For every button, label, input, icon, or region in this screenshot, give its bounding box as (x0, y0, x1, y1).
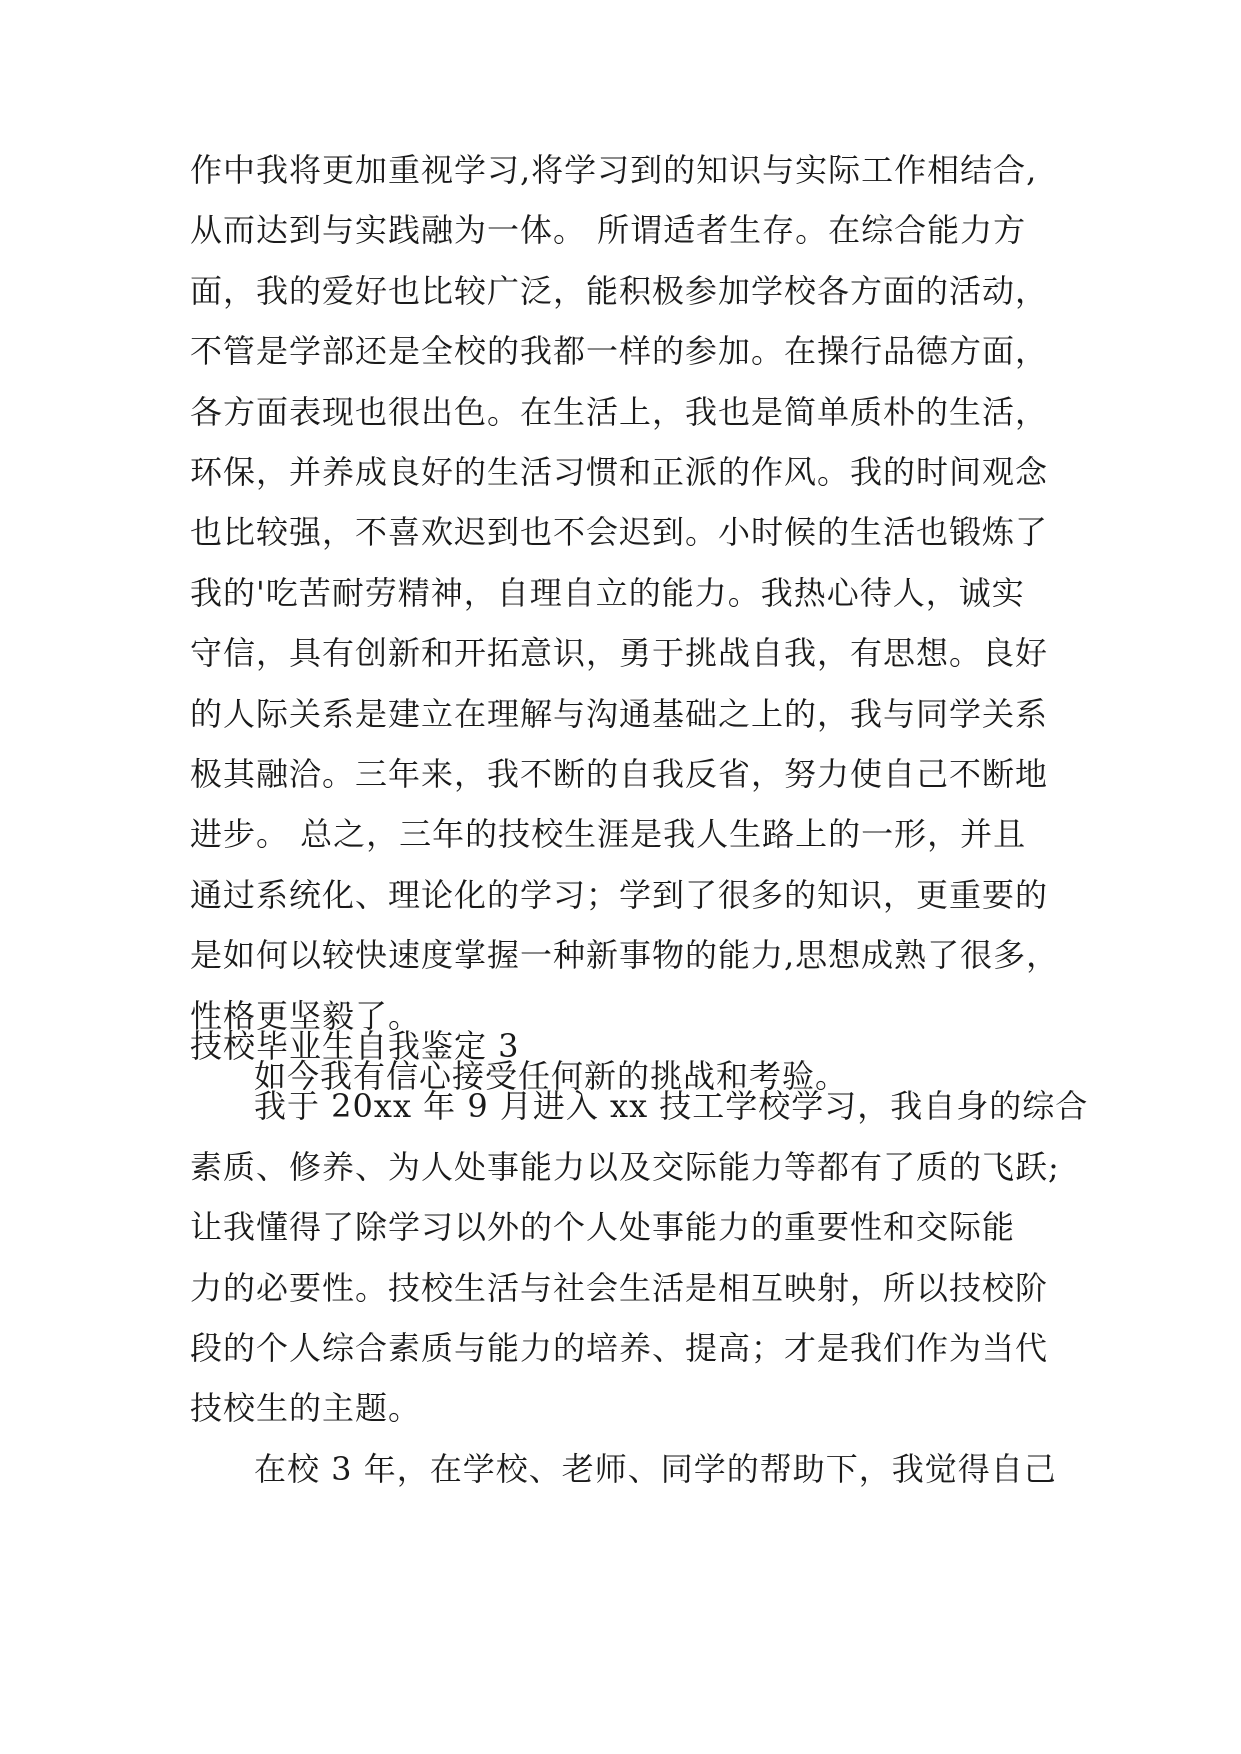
text-line: 我于 20xx 年 9 月进入 xx 技工学校学习，我自身的综合 (254, 1087, 1089, 1126)
closing-sentence: 如今我有信心接受任何新的挑战和考验。 (254, 1057, 849, 1096)
text-line: 作中我将更加重视学习,将学习到的知识与实际工作相结合, (190, 151, 1038, 189)
text-line: 的人际关系是建立在理解与沟通基础之上的，我与同学关系 (190, 694, 1049, 733)
text-line: 性格更坚毅了。 (190, 996, 422, 1035)
text-line: 也比较强，不喜欢迟到也不会迟到。小时候的生活也锻炼了 (190, 513, 1049, 552)
text-line: 让我懂得了除学习以外的个人处事能力的重要性和交际能 (190, 1208, 1016, 1247)
text-line: 进步。 总之，三年的技校生涯是我人生路上的一形，并且 (190, 815, 1027, 854)
text-line: 不管是学部还是全校的我都一样的参加。在操行品德方面， (190, 332, 1049, 371)
document-body-lower (190, 1016, 1089, 1499)
text-line: 我的'吃苦耐劳精神，自理自立的能力。我热心待人，诚实 (190, 573, 1025, 612)
text-line: 力的必要性。技校生活与社会生活是相互映射，所以技校阶 (190, 1268, 1049, 1307)
text-line: 从而达到与实践融为一体。 所谓适者生存。在综合能力方 (190, 211, 1027, 250)
text-line: 是如何以较快速度掌握一种新事物的能力,思想成熟了很多， (190, 936, 1060, 975)
text-line: 段的个人综合素质与能力的培养、提高；才是我们作为当代 (190, 1329, 1049, 1368)
section-heading: 技校毕业生自我鉴定 3 (190, 1027, 520, 1065)
text-line: 守信，具有创新和开拓意识，勇于挑战自我，有思想。良好 (190, 634, 1049, 673)
text-line: 技校生的主题。 (190, 1389, 422, 1428)
text-line: 各方面表现也很出色。在生活上，我也是简单质朴的生活， (190, 392, 1049, 431)
text-line: 面，我的爱好也比较广泛，能积极参加学校各方面的活动， (190, 271, 1049, 310)
text-line: 素质、修养、为人处事能力以及交际能力等都有了质的飞跃; (190, 1147, 1060, 1186)
document-body-upper (190, 140, 1070, 1107)
text-line: 极其融洽。三年来，我不断的自我反省，努力使自己不断地 (190, 755, 1049, 794)
text-line: 环保，并养成良好的生活习惯和正派的作风。我的时间观念 (190, 453, 1049, 492)
text-line: 在校 3 年，在学校、老师、同学的帮助下，我觉得自己 (254, 1449, 1057, 1488)
text-line: 通过系统化、理论化的学习；学到了很多的知识，更重要的 (190, 875, 1049, 914)
